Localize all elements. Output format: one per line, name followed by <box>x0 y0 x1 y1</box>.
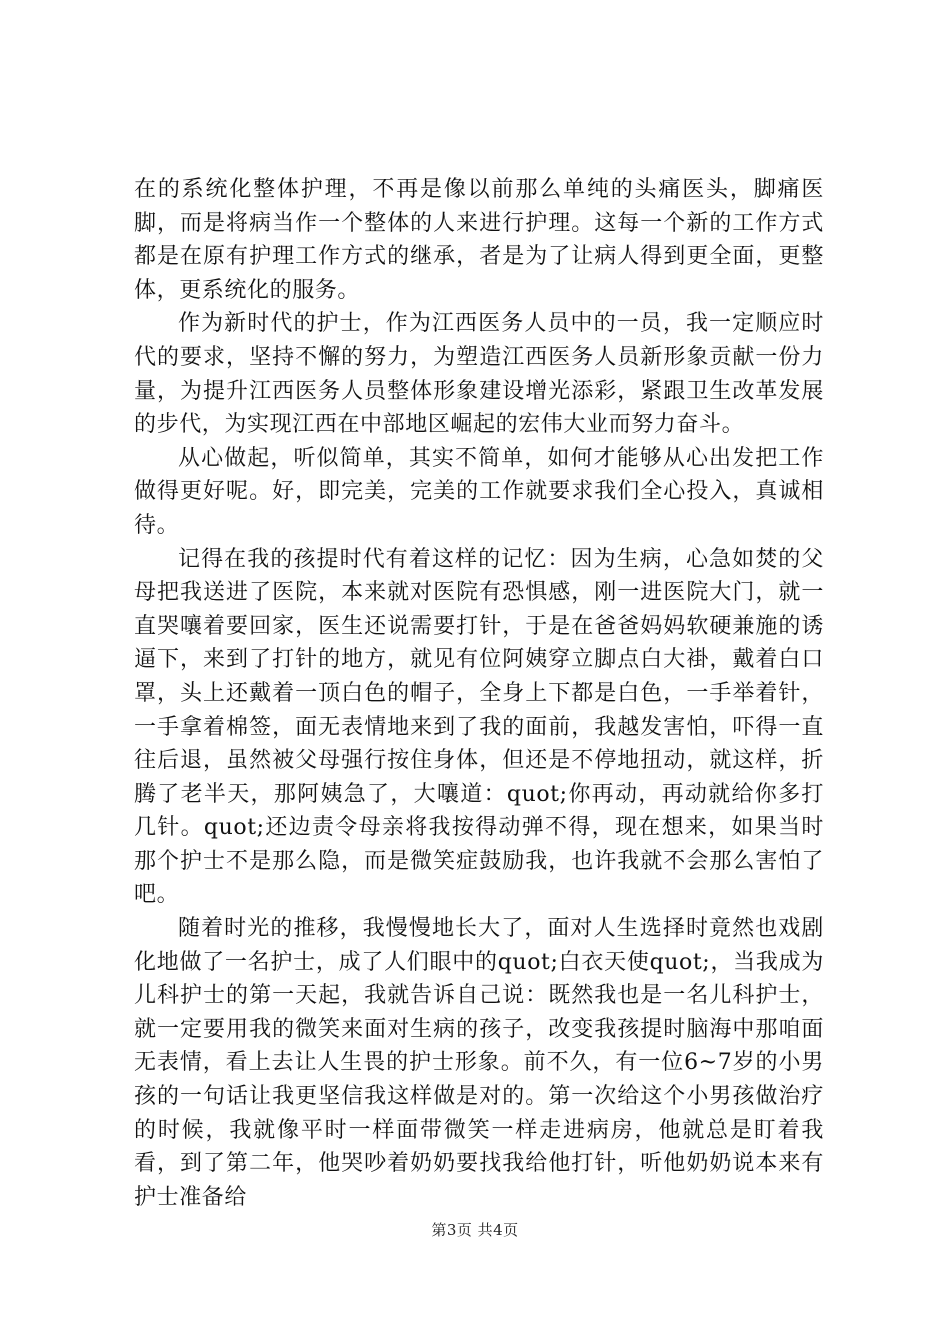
paragraph-2: 作为新时代的护士，作为江西医务人员中的一员，我一定顺应时代的要求，坚持不懈的努力，为塑造江西医务人员新形象贡献一份力量，为提升江西医务人员整体形象建设增光添彩，紧跟卫生改革发展的步代，为实现江西在中部地区崛起的宏伟大业而努力奋斗。 <box>134 311 824 438</box>
paragraph-4: 记得在我的孩提时代有着这样的记忆：因为生病，心急如焚的父母把我送进了医院，本来就对医院有恐惧感，刚一进医院大门，就一直哭嚷着要回家，医生还说需要打针，于是在爸爸妈妈软硬兼施的诱逼下，来到了打针的地方，就见有位阿姨穿立脚点白大褂，戴着白口罩，头上还戴着一顶白色的帽子，全身上下都是白色，一手举着针，一手拿着棉签，面无表情地来到了我的面前，我越发害怕，吓得一直往后退，虽然被父母强行按住身体，但还是不停地扭动，就这样，折腾了老半天，那阿姨急了，大嚷道：quot;你再动，再动就给你多打几针。quot;还边责令母亲将我按得动弹不得，现在想来，如果当时那个护士不是那么隐，而是微笑症鼓励我，也许我就不会那么害怕了吧。 <box>134 546 824 908</box>
page-footer: 第3页 共4页 <box>431 1221 519 1239</box>
document-body <box>134 173 824 1214</box>
paragraph-5: 随着时光的推移，我慢慢地长大了，面对人生选择时竟然也戏剧化地做了一名护士，成了人们眼中的quot;白衣天使quot;，当我成为儿科护士的第一天起，我就告诉自己说：既然我也是一名儿科护士，就一定要用我的微笑来面对生病的孩子，改变我孩提时脑海中那咱面无表情，看上去让人生畏的护士形象。前不久，有一位6~7岁的小男孩的一句话让我更坚信我这样做是对的。第一次给这个小男孩做治疗的时候，我就像平时一样面带微笑一样走进病房，他就总是盯着我看，到了第二年，他哭吵着奶奶要找我给他打针，听他奶奶说本来有护士准备给 <box>134 916 824 1210</box>
paragraph-3: 从心做起，听似简单，其实不简单，如何才能够从心出发把工作做得更好呢。好，即完美，完美的工作就要求我们全心投入，真诚相待。 <box>134 445 824 538</box>
paragraph-1: 在的系统化整体护理，不再是像以前那么单纯的头痛医头，脚痛医脚，而是将病当作一个整体的人来进行护理。这每一个新的工作方式都是在原有护理工作方式的继承，者是为了让病人得到更全面，更整体，更系统化的服务。 <box>134 177 824 303</box>
